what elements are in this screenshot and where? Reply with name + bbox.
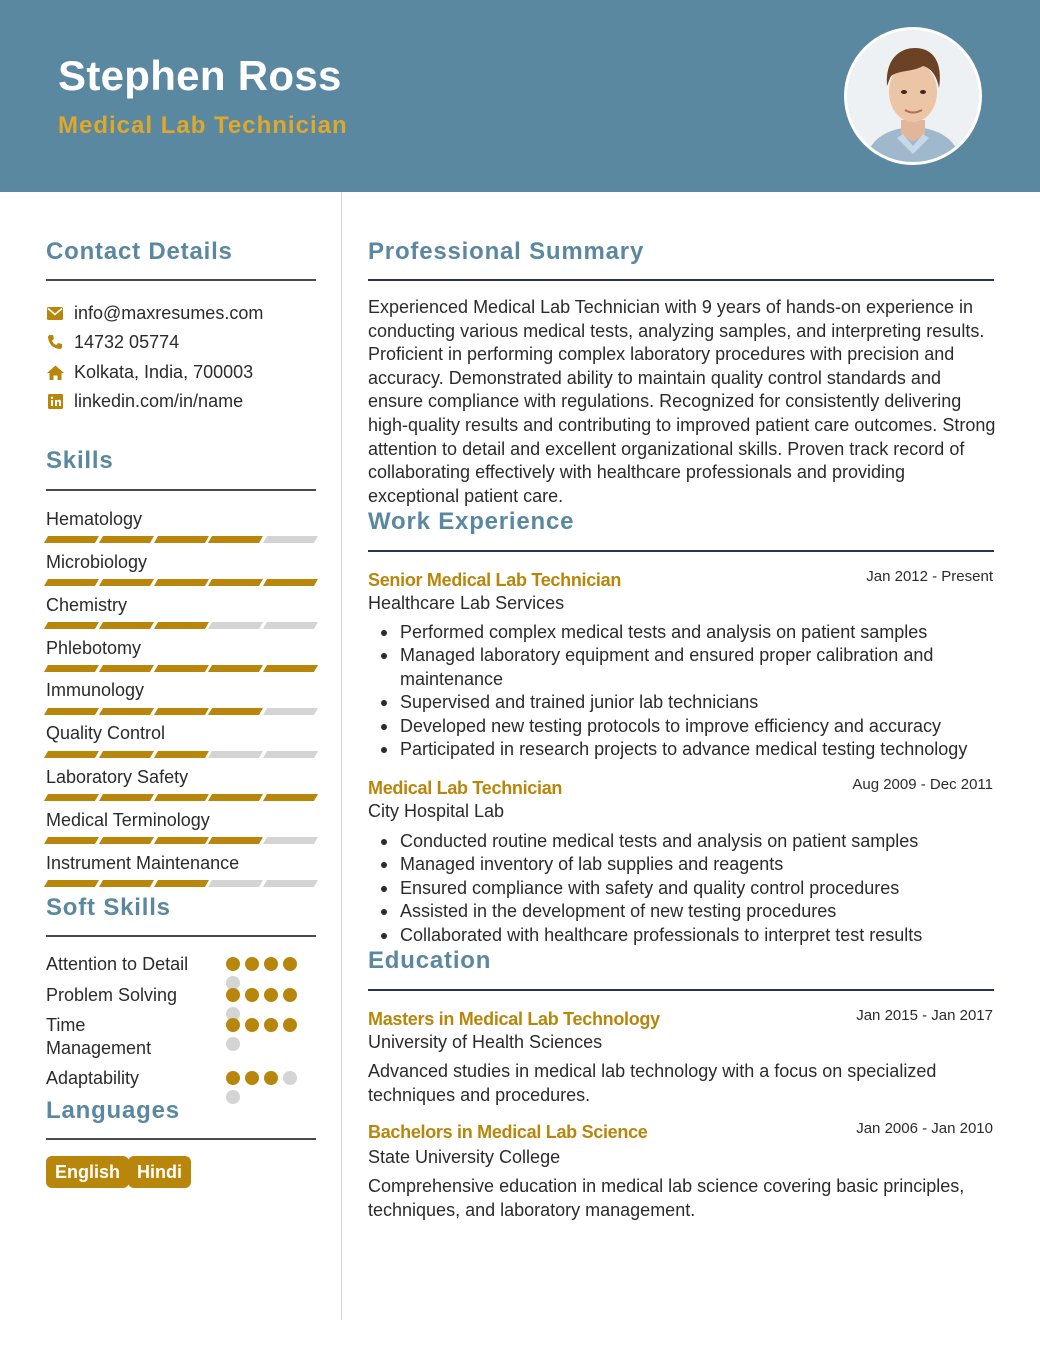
list-item: Assisted in the development of new testing procedures xyxy=(378,900,998,923)
skill-bar-segment xyxy=(154,880,209,887)
skills-heading: Skills xyxy=(46,447,114,474)
skill-bar-segment xyxy=(154,622,209,629)
skill-bar-segment xyxy=(263,536,318,543)
rating-dot xyxy=(264,1071,278,1085)
skill-bar-segment xyxy=(263,794,318,801)
skill-bar xyxy=(46,665,316,672)
contact-heading: Contact Details xyxy=(46,238,233,265)
skills-rule xyxy=(46,489,316,491)
skill-bar-segment xyxy=(208,837,263,844)
rating-dot xyxy=(245,988,259,1002)
skill-bar-segment xyxy=(44,837,99,844)
skill-bar xyxy=(46,751,316,758)
skill-bar-segment xyxy=(44,794,99,801)
job-date: Jan 2012 - Present xyxy=(866,568,993,585)
list-item: Collaborated with healthcare professionals to interpret test results xyxy=(378,924,998,947)
language-tag: Hindi xyxy=(128,1156,191,1188)
job-title: Medical Lab Technician xyxy=(368,778,563,798)
skill-label: Hematology xyxy=(46,509,143,529)
rating-dot xyxy=(283,988,297,1002)
skill-bar-segment xyxy=(99,794,154,801)
phone-icon xyxy=(46,333,64,351)
skill-bar-segment xyxy=(208,751,263,758)
skill-label: Microbiology xyxy=(46,552,148,572)
skill-label: Laboratory Safety xyxy=(46,767,189,787)
soft-skills-heading: Soft Skills xyxy=(46,894,171,921)
skill-bar-segment xyxy=(208,579,263,586)
rating-dot xyxy=(245,1071,259,1085)
candidate-title: Medical Lab Technician xyxy=(58,112,348,139)
skill-bar xyxy=(46,708,316,715)
job-org: Healthcare Lab Services xyxy=(368,593,565,613)
rating-dot xyxy=(226,1037,240,1051)
contact-rule xyxy=(46,279,316,281)
skill-bar-segment xyxy=(99,708,154,715)
soft-skill-dots xyxy=(226,957,306,990)
skill-bar-segment xyxy=(44,536,99,543)
skill-label: Immunology xyxy=(46,680,145,700)
skill-label: Quality Control xyxy=(46,723,166,743)
list-item: Developed new testing protocols to improve efficiency and accuracy xyxy=(378,715,998,738)
job-date: Aug 2009 - Dec 2011 xyxy=(852,776,993,793)
education-rule xyxy=(368,989,994,991)
skill-label: Medical Terminology xyxy=(46,810,210,830)
summary-text: Experienced Medical Lab Technician with 9 years of hands-on experience in conducting various medical tests, analyzing samples, and interpreting results. Proficient in performing complex laboratory procedures with precision and accuracy. Demonstrated ability to maintain quality control standards and ensure compliance with regulations. Recognized for consistently delivering high-quality results and contributing to improved patient care outcomes. Strong attention to detail and excellent organizational skills. Proven track record of collaborating effectively with healthcare professionals and providing exceptional patient care. xyxy=(368,297,996,506)
skill-label: Instrument Maintenance xyxy=(46,853,240,873)
skill-bar-segment xyxy=(208,622,263,629)
contact-phone-text: 14732 05774 xyxy=(74,331,180,352)
skill-bar-segment xyxy=(208,880,263,887)
contact-address xyxy=(46,361,253,383)
skill-bar-segment xyxy=(154,751,209,758)
skill-bar-segment xyxy=(44,579,99,586)
skill-label: Chemistry xyxy=(46,595,128,615)
soft-skill-dots xyxy=(226,1018,306,1051)
candidate-name: Stephen Ross xyxy=(58,52,342,99)
summary-rule xyxy=(368,279,994,281)
skill-bar-segment xyxy=(99,579,154,586)
resume-header xyxy=(0,0,1040,192)
contact-email-text: info@maxresumes.com xyxy=(74,302,264,323)
profile-photo-icon xyxy=(847,30,979,162)
skill-bar xyxy=(46,837,316,844)
languages-rule xyxy=(46,1138,316,1140)
list-item: Managed laboratory equipment and ensured proper calibration and maintenance xyxy=(378,644,998,691)
list-item: Participated in research projects to advance medical testing technology xyxy=(378,738,998,761)
skill-bar-segment xyxy=(154,837,209,844)
skill-bar-segment xyxy=(154,536,209,543)
degree-date: Jan 2006 - Jan 2010 xyxy=(856,1120,993,1137)
degree-description: Advanced studies in medical lab technology with a focus on specialized techniques and procedures. xyxy=(368,1061,937,1105)
rating-dot xyxy=(264,988,278,1002)
contact-linkedin[interactable] xyxy=(46,390,243,412)
list-item: Performed complex medical tests and analysis on patient samples xyxy=(378,621,998,644)
skill-bar-segment xyxy=(44,880,99,887)
languages-heading: Languages xyxy=(46,1097,180,1124)
job-bullets xyxy=(378,621,998,761)
rating-dot xyxy=(245,1018,259,1032)
skill-bar xyxy=(46,880,316,887)
profile-photo xyxy=(844,27,982,165)
degree-date: Jan 2015 - Jan 2017 xyxy=(856,1007,993,1024)
skill-bar-segment xyxy=(154,708,209,715)
soft-skills-rule xyxy=(46,935,316,937)
soft-skill-label: Adaptability xyxy=(46,1068,140,1088)
home-icon xyxy=(46,363,64,381)
skill-bar-segment xyxy=(99,622,154,629)
soft-skill-dots xyxy=(226,988,306,1021)
skill-bar-segment xyxy=(99,665,154,672)
skill-bar-segment xyxy=(99,536,154,543)
experience-rule xyxy=(368,550,994,552)
skill-bar-segment xyxy=(263,837,318,844)
school-name: State University College xyxy=(368,1147,561,1167)
contact-linkedin-text: linkedin.com/in/name xyxy=(74,390,244,411)
list-item: Conducted routine medical tests and analysis on patient samples xyxy=(378,830,998,853)
skill-bar-segment xyxy=(263,579,318,586)
contact-phone[interactable] xyxy=(46,331,179,353)
soft-skill-dots xyxy=(226,1071,306,1104)
skill-bar-segment xyxy=(99,837,154,844)
skill-bar-segment xyxy=(263,622,318,629)
rating-dot xyxy=(226,1071,240,1085)
degree-title: Masters in Medical Lab Technology xyxy=(368,1009,660,1029)
rating-dot xyxy=(226,1018,240,1032)
list-item: Ensured compliance with safety and quality control procedures xyxy=(378,877,998,900)
skill-bar-segment xyxy=(154,579,209,586)
rating-dot xyxy=(264,1018,278,1032)
degree-title: Bachelors in Medical Lab Science xyxy=(368,1122,648,1142)
rating-dot xyxy=(283,1018,297,1032)
school-name: University of Health Sciences xyxy=(368,1032,603,1052)
rating-dot xyxy=(245,957,259,971)
skill-bar-segment xyxy=(44,665,99,672)
linkedin-icon xyxy=(46,392,64,410)
rating-dot xyxy=(226,957,240,971)
column-divider xyxy=(341,192,342,1320)
education-heading: Education xyxy=(368,947,492,974)
rating-dot xyxy=(264,957,278,971)
skill-bar-segment xyxy=(263,665,318,672)
skill-bar xyxy=(46,579,316,586)
summary-heading: Professional Summary xyxy=(368,238,645,265)
rating-dot xyxy=(283,1071,297,1085)
skill-bar xyxy=(46,536,316,543)
skill-bar-segment xyxy=(208,708,263,715)
job-title: Senior Medical Lab Technician xyxy=(368,570,622,590)
job-org: City Hospital Lab xyxy=(368,801,505,821)
skill-bar-segment xyxy=(208,665,263,672)
skill-bar-segment xyxy=(44,708,99,715)
skill-bar-segment xyxy=(44,751,99,758)
skill-bar-segment xyxy=(208,794,263,801)
skill-bar-segment xyxy=(263,880,318,887)
job-bullets xyxy=(378,830,998,947)
contact-address-text: Kolkata, India, 700003 xyxy=(74,361,254,382)
skill-bar xyxy=(46,622,316,629)
list-item: Managed inventory of lab supplies and reagents xyxy=(378,853,998,876)
experience-heading: Work Experience xyxy=(368,508,575,535)
skill-bar-segment xyxy=(44,622,99,629)
language-tag: English xyxy=(46,1156,129,1188)
rating-dot xyxy=(226,988,240,1002)
envelope-icon xyxy=(46,304,64,322)
skill-bar-segment xyxy=(99,751,154,758)
degree-description: Comprehensive education in medical lab science covering basic principles, techniques, and laboratory management. xyxy=(368,1176,965,1220)
skill-bar xyxy=(46,794,316,801)
rating-dot xyxy=(283,957,297,971)
soft-skill-label: Time Management xyxy=(46,1015,152,1058)
skill-bar-segment xyxy=(263,751,318,758)
rating-dot xyxy=(226,1090,240,1104)
skill-label: Phlebotomy xyxy=(46,638,142,658)
soft-skill-label: Attention to Detail xyxy=(46,954,189,974)
contact-email[interactable] xyxy=(46,302,263,324)
skill-bar-segment xyxy=(154,794,209,801)
skill-bar-segment xyxy=(154,665,209,672)
skill-bar-segment xyxy=(263,708,318,715)
soft-skill-label: Problem Solving xyxy=(46,985,178,1005)
list-item: Supervised and trained junior lab technicians xyxy=(378,691,998,714)
skill-bar-segment xyxy=(99,880,154,887)
skill-bar-segment xyxy=(208,536,263,543)
